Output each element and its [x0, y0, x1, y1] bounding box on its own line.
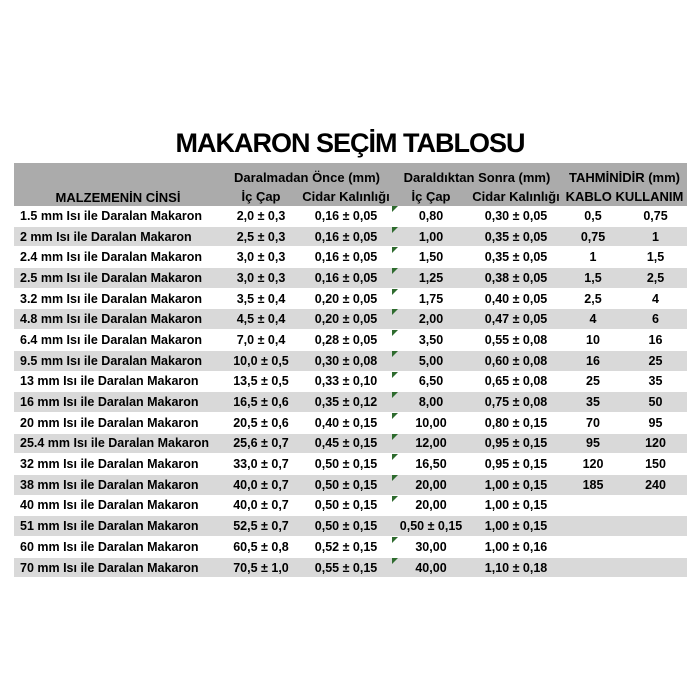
- cell-before-ic-cap: [222, 474, 300, 495]
- cell-kablo-min: [562, 288, 624, 309]
- excel-flag-icon: [392, 372, 398, 378]
- cell-after-ic-cap-value: 10,00: [415, 415, 447, 430]
- cell-kablo-min: [562, 226, 624, 247]
- cell-before-cidar: [300, 350, 392, 371]
- cell-kablo-max: [624, 206, 687, 226]
- cell-before-ic-cap: [222, 371, 300, 392]
- cell-material: [14, 433, 222, 454]
- cell-after-ic-cap: [392, 537, 470, 558]
- excel-flag-icon: [392, 289, 398, 295]
- cell-after-cidar-value: 0,38 ± 0,05: [484, 270, 548, 285]
- cell-after-cidar-value: 1,00 ± 0,16: [484, 539, 548, 554]
- cell-kablo-min-value: 4: [589, 312, 597, 327]
- cell-after-ic-cap: [392, 268, 470, 289]
- table-row: [14, 288, 687, 309]
- cell-kablo-min-value: 0,5: [584, 208, 602, 223]
- cell-kablo-min-value: 1,5: [584, 270, 602, 285]
- cell-after-ic-cap: [392, 557, 470, 578]
- cell-before-cidar-value: 0,55 ± 0,15: [314, 560, 378, 575]
- col-subheader-ic-cap-after: İç Çap: [392, 186, 470, 206]
- cell-material-value: 51 mm Isı ile Daralan Makaron: [20, 519, 199, 534]
- cell-kablo-min-value: 120: [582, 457, 604, 472]
- cell-before-cidar-value: 0,40 ± 0,15: [314, 415, 378, 430]
- cell-kablo-max-value: 25: [648, 353, 663, 368]
- cell-before-cidar: [300, 454, 392, 475]
- cell-after-cidar-value: 1,00 ± 0,15: [484, 498, 548, 513]
- cell-before-cidar: [300, 247, 392, 268]
- table-row: [14, 454, 687, 475]
- cell-after-ic-cap-value: 6,50: [418, 374, 444, 389]
- cell-after-ic-cap-value: 30,00: [415, 539, 447, 554]
- cell-before-ic-cap-value: 3,0 ± 0,3: [236, 250, 286, 265]
- excel-flag-icon: [392, 268, 398, 274]
- cell-kablo-min-value: 70: [586, 415, 600, 430]
- cell-kablo-min: [562, 392, 624, 413]
- cell-kablo-min: [562, 516, 624, 537]
- table-row: [14, 309, 687, 330]
- cell-before-ic-cap: [222, 350, 300, 371]
- cell-material: [14, 206, 222, 226]
- cell-kablo-max-value: 35: [648, 374, 663, 389]
- cell-after-ic-cap-value: 2,00: [418, 312, 444, 327]
- cell-after-ic-cap-value: 5,00: [418, 353, 444, 368]
- cell-before-cidar: [300, 392, 392, 413]
- cell-before-cidar: [300, 206, 392, 226]
- cell-kablo-max: [624, 412, 687, 433]
- excel-flag-icon: [392, 206, 398, 212]
- cell-after-cidar: [470, 330, 562, 351]
- col-subheader-ic-cap-before: İç Çap: [222, 186, 300, 206]
- cell-after-ic-cap: [392, 412, 470, 433]
- cell-before-ic-cap-value: 16,5 ± 0,6: [233, 395, 289, 410]
- excel-flag-icon: [392, 475, 398, 481]
- cell-material-value: 32 mm Isı ile Daralan Makaron: [20, 457, 199, 472]
- cell-after-cidar: [470, 371, 562, 392]
- cell-before-ic-cap: [222, 454, 300, 475]
- cell-kablo-max-value: 150: [645, 457, 666, 472]
- cell-after-ic-cap: [392, 288, 470, 309]
- cell-material-value: 2.5 mm Isı ile Daralan Makaron: [20, 270, 203, 285]
- cell-material-value: 3.2 mm Isı ile Daralan Makaron: [20, 291, 203, 306]
- table-row: [14, 433, 687, 454]
- excel-flag-icon: [392, 392, 398, 398]
- cell-after-cidar: [470, 288, 562, 309]
- cell-before-ic-cap-value: 33,0 ± 0,7: [233, 457, 289, 472]
- cell-kablo-max: [624, 474, 687, 495]
- cell-after-ic-cap-value: 8,00: [418, 395, 444, 410]
- cell-kablo-max: [624, 433, 687, 454]
- table-row: [14, 226, 687, 247]
- cell-material-value: 13 mm Isı ile Daralan Makaron: [20, 374, 199, 389]
- cell-before-ic-cap-value: 70,5 ± 1,0: [233, 560, 289, 575]
- cell-before-ic-cap-value: 10,0 ± 0,5: [233, 353, 289, 368]
- cell-before-cidar-value: 0,52 ± 0,15: [314, 539, 378, 554]
- cell-before-cidar-value: 0,45 ± 0,15: [314, 436, 378, 451]
- excel-flag-icon: [392, 454, 398, 460]
- cell-kablo-min: [562, 537, 624, 558]
- table-row: [14, 268, 687, 289]
- cell-after-ic-cap: [392, 474, 470, 495]
- cell-before-cidar: [300, 268, 392, 289]
- cell-before-cidar-value: 0,50 ± 0,15: [314, 457, 378, 472]
- cell-before-cidar-value: 0,50 ± 0,15: [314, 477, 378, 492]
- cell-after-cidar-value: 1,00 ± 0,15: [484, 477, 548, 492]
- cell-kablo-max-value: 120: [645, 436, 666, 451]
- cell-before-cidar: [300, 516, 392, 537]
- table-row: [14, 516, 687, 537]
- cell-after-ic-cap: [392, 371, 470, 392]
- cell-after-ic-cap: [392, 516, 470, 537]
- cell-after-ic-cap-value: 20,00: [415, 477, 447, 492]
- table-row: [14, 474, 687, 495]
- cell-kablo-min: [562, 330, 624, 351]
- cell-kablo-max-value: 6: [652, 312, 659, 327]
- cell-before-cidar: [300, 433, 392, 454]
- table-body: [14, 206, 687, 578]
- cell-before-ic-cap-value: 2,0 ± 0,3: [236, 208, 286, 223]
- cell-kablo-max-value: 16: [648, 332, 663, 347]
- cell-kablo-min: [562, 412, 624, 433]
- table-row: [14, 557, 687, 578]
- cell-before-ic-cap: [222, 268, 300, 289]
- cell-after-ic-cap: [392, 392, 470, 413]
- cell-before-cidar-value: 0,33 ± 0,10: [314, 374, 378, 389]
- cell-material-value: 70 mm Isı ile Daralan Makaron: [20, 560, 199, 575]
- cell-kablo-min-value: 0,75: [580, 229, 606, 244]
- cell-after-cidar-value: 0,40 ± 0,05: [484, 291, 548, 306]
- page-title: MAKARON SEÇİM TABLOSU: [175, 128, 525, 158]
- table-row: [14, 206, 687, 226]
- cell-material: [14, 350, 222, 371]
- cell-after-cidar-value: 0,65 ± 0,08: [484, 374, 548, 389]
- cell-before-ic-cap: [222, 330, 300, 351]
- cell-material-value: 60 mm Isı ile Daralan Makaron: [20, 539, 199, 554]
- cell-after-ic-cap-value: 1,00: [418, 229, 444, 244]
- cell-before-cidar-value: 0,16 ± 0,05: [314, 250, 378, 265]
- cell-kablo-max: [624, 268, 687, 289]
- cell-kablo-max-value: 4: [652, 291, 659, 306]
- cell-before-cidar-value: 0,20 ± 0,05: [314, 291, 378, 306]
- selection-table: [14, 163, 687, 578]
- cell-before-ic-cap: [222, 392, 300, 413]
- cell-after-cidar-value: 0,95 ± 0,15: [484, 457, 548, 472]
- excel-flag-icon: [392, 496, 398, 502]
- col-subheader-kablo-kullanim: KABLO KULLANIM: [562, 186, 687, 206]
- cell-before-ic-cap: [222, 226, 300, 247]
- table-row: [14, 392, 687, 413]
- table-row: [14, 247, 687, 268]
- cell-after-cidar: [470, 474, 562, 495]
- cell-before-cidar: [300, 330, 392, 351]
- cell-before-ic-cap-value: 40,0 ± 0,7: [233, 477, 289, 492]
- cell-material: [14, 537, 222, 558]
- cell-after-cidar-value: 0,35 ± 0,05: [484, 250, 548, 265]
- cell-after-cidar-value: 0,95 ± 0,15: [484, 436, 548, 451]
- cell-after-ic-cap: [392, 433, 470, 454]
- cell-after-cidar: [470, 309, 562, 330]
- cell-after-ic-cap-value: 1,50: [418, 250, 444, 265]
- cell-kablo-min: [562, 206, 624, 226]
- cell-kablo-min: [562, 433, 624, 454]
- col-header-material: MALZEMENİN CİNSİ: [14, 163, 222, 206]
- cell-after-ic-cap-value: 1,75: [418, 291, 444, 306]
- cell-after-ic-cap-value: 0,80: [418, 208, 444, 223]
- cell-before-cidar: [300, 495, 392, 516]
- cell-after-ic-cap: [392, 350, 470, 371]
- cell-kablo-max-value: 1: [652, 229, 659, 244]
- cell-kablo-min-value: 10: [586, 332, 600, 347]
- cell-after-ic-cap: [392, 495, 470, 516]
- cell-before-ic-cap: [222, 247, 300, 268]
- excel-flag-icon: [392, 227, 398, 233]
- cell-after-ic-cap-value: 1,25: [418, 270, 444, 285]
- cell-after-cidar: [470, 412, 562, 433]
- cell-kablo-max: [624, 454, 687, 475]
- cell-after-ic-cap: [392, 309, 470, 330]
- cell-kablo-min-value: 1: [589, 250, 597, 265]
- cell-before-ic-cap-value: 4,5 ± 0,4: [236, 312, 286, 327]
- excel-flag-icon: [392, 413, 398, 419]
- cell-before-cidar-value: 0,20 ± 0,05: [314, 312, 378, 327]
- cell-after-cidar: [470, 206, 562, 226]
- cell-before-ic-cap-value: 2,5 ± 0,3: [236, 229, 286, 244]
- table-row: [14, 495, 687, 516]
- cell-kablo-min: [562, 350, 624, 371]
- col-header-after-shrink: Daraldıktan Sonra (mm): [392, 163, 562, 186]
- cell-after-ic-cap-value: 12,00: [415, 436, 447, 451]
- cell-material-value: 38 mm Isı ile Daralan Makaron: [20, 477, 199, 492]
- cell-after-cidar-value: 0,80 ± 0,15: [484, 415, 548, 430]
- cell-before-ic-cap-value: 20,5 ± 0,6: [233, 415, 289, 430]
- cell-before-cidar: [300, 288, 392, 309]
- cell-kablo-min-value: 95: [586, 436, 600, 451]
- cell-before-ic-cap: [222, 557, 300, 578]
- cell-before-cidar-value: 0,35 ± 0,12: [314, 395, 378, 410]
- cell-after-cidar-value: 0,75 ± 0,08: [484, 395, 548, 410]
- cell-kablo-max: [624, 371, 687, 392]
- cell-before-ic-cap: [222, 206, 300, 226]
- excel-flag-icon: [392, 434, 398, 440]
- cell-after-cidar-value: 0,47 ± 0,05: [484, 312, 548, 327]
- cell-kablo-max-value: 0,75: [643, 208, 668, 223]
- excel-flag-icon: [392, 309, 398, 315]
- cell-before-cidar: [300, 474, 392, 495]
- cell-before-cidar: [300, 226, 392, 247]
- cell-before-ic-cap-value: 40,0 ± 0,7: [233, 498, 289, 513]
- cell-after-ic-cap-value: 40,00: [415, 560, 447, 575]
- cell-before-ic-cap: [222, 516, 300, 537]
- cell-kablo-min: [562, 309, 624, 330]
- excel-flag-icon: [392, 537, 398, 543]
- cell-material-value: 16 mm Isı ile Daralan Makaron: [20, 395, 199, 410]
- cell-after-ic-cap-value: 20,00: [415, 498, 447, 513]
- cell-material: [14, 226, 222, 247]
- cell-before-ic-cap: [222, 433, 300, 454]
- table-row: [14, 412, 687, 433]
- cell-material-value: 2.4 mm Isı ile Daralan Makaron: [20, 250, 203, 265]
- cell-material-value: 1.5 mm Isı ile Daralan Makaron: [20, 208, 203, 223]
- excel-flag-icon: [392, 247, 398, 253]
- cell-kablo-max: [624, 247, 687, 268]
- cell-before-cidar-value: 0,50 ± 0,15: [314, 498, 378, 513]
- cell-kablo-max: [624, 495, 687, 516]
- col-header-estimate: TAHMİNİDİR (mm): [562, 163, 687, 186]
- cell-kablo-min-value: 35: [586, 395, 600, 410]
- cell-before-ic-cap-value: 3,5 ± 0,4: [236, 291, 286, 306]
- cell-material: [14, 516, 222, 537]
- cell-before-cidar-value: 0,50 ± 0,15: [314, 519, 378, 534]
- cell-material: [14, 268, 222, 289]
- cell-kablo-min: [562, 474, 624, 495]
- cell-kablo-min-value: 2,5: [584, 291, 602, 306]
- cell-after-ic-cap: [392, 247, 470, 268]
- table-header: [14, 163, 687, 206]
- cell-before-cidar-value: 0,16 ± 0,05: [314, 208, 378, 223]
- cell-kablo-min-value: 185: [582, 477, 604, 492]
- cell-after-cidar: [470, 433, 562, 454]
- cell-after-cidar: [470, 495, 562, 516]
- cell-material-value: 4.8 mm Isı ile Daralan Makaron: [20, 312, 203, 327]
- cell-kablo-min: [562, 557, 624, 578]
- cell-material-value: 9.5 mm Isı ile Daralan Makaron: [20, 353, 203, 368]
- table-row: [14, 330, 687, 351]
- cell-before-ic-cap: [222, 288, 300, 309]
- cell-material-value: 25.4 mm Isı ile Daralan Makaron: [20, 436, 209, 451]
- col-header-before-shrink: Daralmadan Önce (mm): [222, 163, 392, 186]
- cell-before-cidar: [300, 309, 392, 330]
- cell-before-cidar-value: 0,30 ± 0,08: [314, 353, 378, 368]
- col-subheader-cidar-before: Cidar Kalınlığı: [300, 186, 392, 206]
- cell-before-ic-cap-value: 60,5 ± 0,8: [233, 539, 289, 554]
- cell-before-ic-cap: [222, 537, 300, 558]
- table-row: [14, 371, 687, 392]
- cell-kablo-max-value: 2,5: [646, 270, 665, 285]
- excel-flag-icon: [392, 351, 398, 357]
- cell-after-cidar: [470, 557, 562, 578]
- cell-material: [14, 371, 222, 392]
- cell-kablo-max: [624, 330, 687, 351]
- cell-material: [14, 288, 222, 309]
- cell-before-cidar: [300, 371, 392, 392]
- cell-after-cidar: [470, 516, 562, 537]
- cell-before-ic-cap: [222, 495, 300, 516]
- cell-after-cidar-value: 1,10 ± 0,18: [484, 560, 548, 575]
- cell-kablo-max: [624, 309, 687, 330]
- cell-before-ic-cap: [222, 412, 300, 433]
- cell-material: [14, 330, 222, 351]
- cell-after-cidar-value: 1,00 ± 0,15: [484, 519, 548, 534]
- cell-before-ic-cap: [222, 309, 300, 330]
- cell-material-value: 6.4 mm Isı ile Daralan Makaron: [20, 332, 203, 347]
- cell-kablo-max: [624, 226, 687, 247]
- cell-kablo-min-value: 16: [586, 353, 600, 368]
- cell-kablo-max: [624, 392, 687, 413]
- cell-material: [14, 412, 222, 433]
- cell-material: [14, 309, 222, 330]
- cell-kablo-min: [562, 247, 624, 268]
- cell-kablo-max-value: 95: [648, 415, 663, 430]
- cell-material: [14, 392, 222, 413]
- cell-after-ic-cap-value: 3,50: [418, 332, 444, 347]
- cell-after-cidar: [470, 247, 562, 268]
- cell-after-cidar: [470, 226, 562, 247]
- cell-before-cidar-value: 0,28 ± 0,05: [314, 332, 378, 347]
- cell-material-value: 20 mm Isı ile Daralan Makaron: [20, 415, 199, 430]
- cell-kablo-max: [624, 516, 687, 537]
- cell-kablo-max-value: 1,5: [646, 250, 665, 265]
- cell-material: [14, 495, 222, 516]
- cell-after-ic-cap-value: 16,50: [415, 457, 447, 472]
- cell-after-ic-cap: [392, 226, 470, 247]
- cell-kablo-min: [562, 454, 624, 475]
- cell-before-cidar: [300, 557, 392, 578]
- cell-material: [14, 557, 222, 578]
- cell-kablo-min: [562, 268, 624, 289]
- cell-after-ic-cap: [392, 206, 470, 226]
- cell-after-cidar: [470, 392, 562, 413]
- cell-material-value: 40 mm Isı ile Daralan Makaron: [20, 498, 199, 513]
- cell-after-cidar: [470, 350, 562, 371]
- cell-before-ic-cap-value: 25,6 ± 0,7: [233, 436, 289, 451]
- cell-kablo-max-value: 50: [648, 395, 663, 410]
- cell-after-cidar-value: 0,30 ± 0,05: [484, 208, 548, 223]
- cell-after-cidar-value: 0,35 ± 0,05: [484, 229, 548, 244]
- cell-after-cidar: [470, 454, 562, 475]
- cell-before-ic-cap-value: 13,5 ± 0,5: [233, 374, 289, 389]
- excel-flag-icon: [392, 558, 398, 564]
- cell-kablo-min: [562, 495, 624, 516]
- cell-kablo-max: [624, 557, 687, 578]
- table-row: [14, 350, 687, 371]
- cell-material: [14, 474, 222, 495]
- cell-material: [14, 247, 222, 268]
- cell-kablo-max: [624, 350, 687, 371]
- cell-before-ic-cap-value: 7,0 ± 0,4: [236, 332, 286, 347]
- cell-after-cidar: [470, 268, 562, 289]
- cell-kablo-max: [624, 537, 687, 558]
- table-row: [14, 537, 687, 558]
- cell-before-cidar-value: 0,16 ± 0,05: [314, 270, 378, 285]
- cell-after-ic-cap: [392, 454, 470, 475]
- cell-material: [14, 454, 222, 475]
- cell-before-ic-cap-value: 3,0 ± 0,3: [236, 270, 286, 285]
- excel-flag-icon: [392, 330, 398, 336]
- cell-after-cidar-value: 0,60 ± 0,08: [484, 353, 548, 368]
- cell-before-ic-cap-value: 52,5 ± 0,7: [233, 519, 289, 534]
- cell-kablo-min-value: 25: [586, 374, 600, 389]
- cell-before-cidar: [300, 412, 392, 433]
- cell-kablo-max: [624, 288, 687, 309]
- col-subheader-cidar-after: Cidar Kalınlığı: [470, 186, 562, 206]
- cell-before-cidar: [300, 537, 392, 558]
- cell-kablo-min: [562, 371, 624, 392]
- cell-material-value: 2 mm Isı ile Daralan Makaron: [20, 229, 192, 244]
- cell-after-cidar-value: 0,55 ± 0,08: [484, 332, 548, 347]
- cell-before-cidar-value: 0,16 ± 0,05: [314, 229, 378, 244]
- cell-after-cidar: [470, 537, 562, 558]
- cell-kablo-max-value: 240: [645, 477, 666, 492]
- cell-after-ic-cap: [392, 330, 470, 351]
- cell-after-ic-cap-value: 0,50 ± 0,15: [399, 519, 463, 534]
